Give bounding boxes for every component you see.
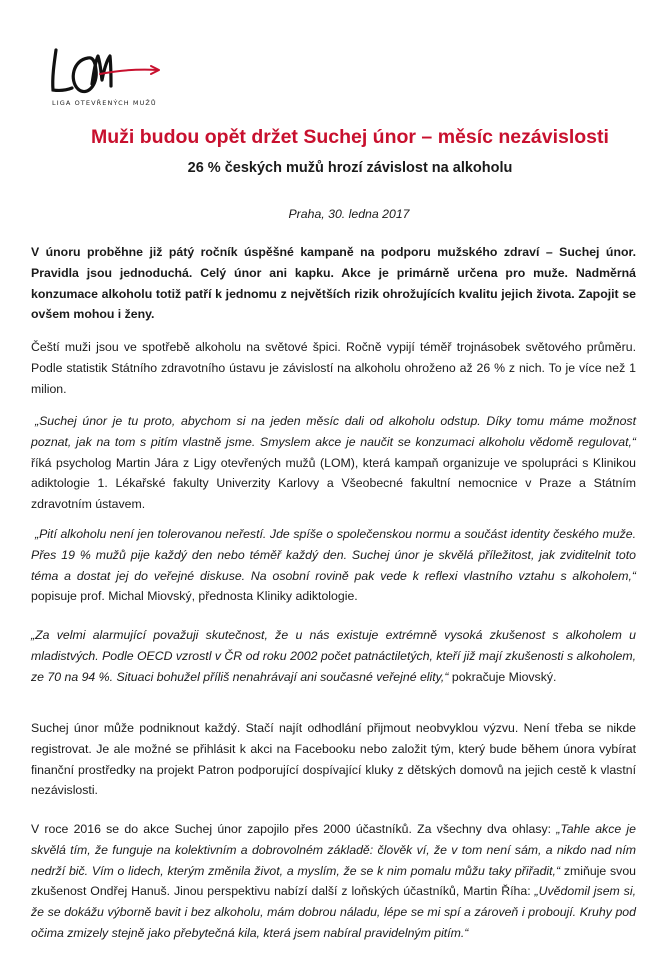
quote-miovsky-2-attribution: pokračuje Miovský. (448, 669, 557, 684)
page-subtitle (0, 160, 668, 176)
quote-riha: „Uvědomil jsem si, že se dokážu výborně bavit i bez alkoholu, mám dobrou náladu, lépe se mi spí a zároveň i proboují. Kruhy pod očima zmizely stejně jako přebytečná kila, která jsem nabíral pravidelným pitím.“ (31, 884, 636, 940)
logo-letter-l (53, 50, 72, 90)
logo-caption: LIGA OTEVŘENÝCH MUŽŮ (52, 99, 157, 107)
testimonials-intro: V roce 2016 se do akce Suchej únor zapojilo přes 2000 účastníků. Za všechny dva ohlasy: (31, 822, 557, 836)
quote-miovsky-attribution: popisuje prof. Michal Miovský, přednosta Kliniky adiktologie. (31, 589, 358, 604)
paragraph-statistics: Čeští muži jsou ve spotřebě alkoholu na světové špici. Ročně vypijí téměř trojnásobek světového průměru. Podle statistik Státního zdravotního ústavu je závislostí na alkoholu ohroženo až 26 % z nich. To je více než 1 milion. (31, 340, 636, 396)
page-subtitle-text: 26 % českých mužů hrozí závislost na alkoholu (187, 160, 513, 176)
paragraph-quote-miovsky (31, 524, 636, 607)
paragraph-quote-miovsky-2 (31, 625, 636, 687)
page-title (0, 126, 668, 149)
quote-jara-attribution: říká psycholog Martin Jára z Ligy otevřených mužů (LOM), která kampaň organizuje ve spolupráci s Klinikou adiktologie 1. Lékařské fakulty Univerzity Karlovy a Všeobecné fakultní nemocnice v Praze a Státním zdravotním ústavem. (31, 455, 636, 512)
dateline (0, 207, 668, 221)
page-title-text: Muži budou opět držet Suchej únor – měsíc nezávislosti (91, 126, 609, 148)
testimonials-bridge: zmiňuje svou zkušenost Ondřej Hanuš. Jinou perspektivu nabízí další z loňských účastníků, Martin Říha: (31, 863, 636, 899)
lead-paragraph: V únoru proběhne již pátý ročník úspěšné kampaně na podporu mužského zdraví – Suchej únor. Pravidla jsou jednoduchá. Celý únor ani kapku. Akce je primárně určena pro muže. Nadměrná konzumace alkoholu totiž patří k jednomu z největších rizik ohrožujících kvalitu jejich života. Zapojit se ovšem mohou i ženy. (31, 245, 636, 322)
paragraph-testimonials (31, 819, 636, 944)
quote-miovsky-2: „Za velmi alarmující považuji skutečnost, že u nás existuje extrémně vysoká zkušenost s alkoholem u mladistvých. Podle OECD vzrostl v ČR od roku 2002 počet patnáctiletých, kteří již mají zkušenosti s alkoholem, ze 70 na 94 %. Situaci bohužel příliš nenahrávají ani současné veřejné elity,“ (31, 628, 636, 684)
logo-arrow (100, 70, 158, 74)
quote-hanus: „Tahle akce je skvělá tím, že funguje na kolektivním a dobrovolném základě: člověk ví, že v tom není sám, a nikdo nad ním nedrží bič. Vím o lidech, kterým změnila život, a myslím, že se k nim pomalu můžu taky přiřadit,“ (31, 822, 636, 878)
paragraph-participation: Suchej únor může podniknout každý. Stačí najít odhodlání přijmout neobvyklou výzvu. Není třeba se nikde registrovat. Je ale možné se přihlásit k akci na Facebooku nebo založit tým, který bude během února vybírat finanční prostředky na projekt Patron podporující dospívající kluky z dětských domovů na jejich cestě k vlastní nezávislosti. (31, 721, 636, 798)
dateline-text: Praha, 30. ledna 2017 (288, 207, 410, 221)
quote-miovsky: „Pití alkoholu není jen tolerovanou neřestí. Jde spíše o společenskou normu a součást identity českého muže. Přes 19 % mužů pije každý den nebo téměř každý den. Suchej únor je skvělá příležitost, jak zviditelnit toto téma a dostat jej do veřejné diskuse. Na osobní rovině pak vede k reflexi vlastního vztahu s alkoholem,“ (31, 527, 636, 583)
quote-jara: „Suchej únor je tu proto, abychom si na jeden měsíc dali od alkoholu odstup. Díky tomu máme možnost poznat, jak na tom s pitím vlastně jsme. Smyslem akce je naučit se konzumaci alkoholu vědomě regulovat,“ (31, 414, 636, 449)
paragraph-quote-jara (31, 411, 636, 515)
